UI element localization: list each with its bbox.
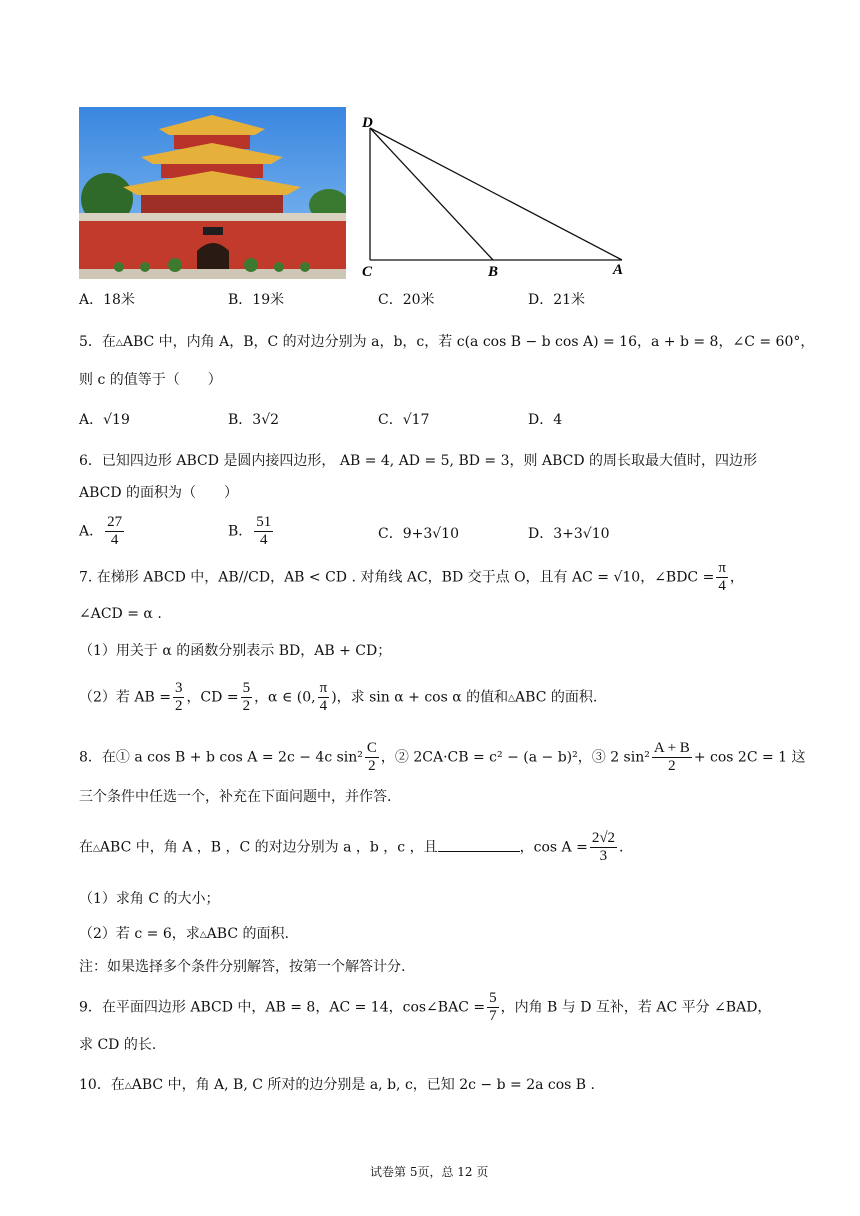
q7-line1-text: 7. 在梯形 ABCD 中，AB//CD，AB < CD . 对角线 AC，BD 交于点 O，且有 AC = √10，∠BDC = [79, 569, 715, 586]
q6-option-a-label: A． [79, 523, 104, 540]
q6-stem: 6．已知四边形 ABCD 是圆内接四边形， AB = 4, AD = 5, BD = 3，则 ABCD 的周长取最大值时，四边形 [79, 453, 758, 469]
fraction-numerator: 5 [242, 680, 251, 696]
fraction-denominator: 7 [489, 1008, 497, 1024]
fraction-denominator: 3 [599, 848, 608, 864]
q6-option-d: D．3+3√10 [528, 526, 610, 542]
q8-line1 [79, 740, 806, 775]
triangle-symbol: △ [199, 930, 207, 940]
q8-line2: 三个条件中任选一个，补充在下面问题中，并作答. [79, 789, 392, 805]
q7-sub1: （1）用关于 α 的函数分别表示 BD，AB + CD； [79, 643, 392, 659]
tower-photo-graphic [79, 107, 346, 279]
q9-line1-a: 9．在平面四边形 ABCD 中，AB = 8，AC = 14，cos∠BAC = [79, 999, 486, 1016]
q7-ab-fraction [173, 680, 185, 715]
fraction-denominator: 4 [319, 698, 328, 714]
fraction-numerator: 27 [107, 514, 123, 530]
q7-cd-fraction [241, 680, 253, 715]
q8-sub1: （1）求角 C 的大小； [79, 891, 220, 907]
q8-sub2-b: ABC 的面积. [206, 926, 289, 942]
q5-option-b: B．3√2 [228, 412, 280, 428]
q6-stem-end: ABCD 的面积为（ ） [79, 485, 239, 501]
q8-ab-half-fraction [652, 740, 692, 775]
q5-option-a: A．√19 [79, 412, 130, 428]
q8-cos-a-fraction [590, 830, 617, 865]
q10-stem-a: 10．在 [79, 1077, 125, 1093]
q8-line1-b: ，② 2CA·CB = c² − (a − b)²，③ 2 sin² [380, 749, 650, 766]
label-a: A [613, 262, 624, 278]
label-b: B [488, 264, 499, 280]
q5-option-c: C．√17 [378, 412, 430, 428]
fraction-denominator: 2 [174, 698, 183, 714]
q7-line1 [79, 560, 744, 595]
line-db [370, 128, 493, 260]
q7-sub2-b: ，CD = [186, 689, 239, 706]
fraction-denominator: 2 [242, 698, 251, 714]
q7-sub2-e: ABC 的面积. [515, 689, 598, 706]
fill-in-blank[interactable] [438, 837, 520, 852]
tower-photo [79, 107, 346, 279]
q8-line1-c: + cos 2C = 1 这 [693, 749, 806, 766]
fraction-denominator: 4 [718, 578, 726, 594]
fraction-numerator: 3 [174, 680, 183, 696]
q5-stem-end: 则 c 的值等于（ ） [79, 372, 222, 388]
q8-c-half-fraction [365, 740, 379, 775]
q5-stem-body: ABC 中，内角 A，B，C 的对边分别为 a，b，c，若 c(a cos B − b cos A) = 16，a + b = 8，∠C = 60°， [122, 334, 815, 350]
q4-option-d: D．21米 [528, 292, 586, 308]
fraction-numerator: 5 [489, 990, 497, 1006]
q5-option-d: D．4 [528, 412, 563, 428]
q8-line1-a: 8．在① a cos B + b cos A = 2c − 4c sin² [79, 749, 363, 766]
q8-line3-d: . [619, 839, 624, 856]
q5-stem [79, 332, 814, 353]
q6-option-b [228, 514, 275, 549]
q6-option-a-fraction [105, 514, 124, 549]
triangle-symbol: △ [124, 1081, 132, 1091]
q9-line1 [79, 990, 771, 1025]
q7-range-fraction [318, 680, 330, 715]
fraction-denominator: 4 [260, 532, 268, 548]
q7-sub2-a: （2）若 AB = [79, 689, 171, 706]
q6-option-a [79, 514, 126, 549]
q4-option-c: C．20米 [378, 292, 435, 308]
fraction-numerator: π [718, 560, 726, 576]
q9-line2: 求 CD 的长. [79, 1037, 157, 1053]
q7-sub2 [79, 680, 597, 715]
q4-option-b: B．19米 [228, 292, 285, 308]
fraction-numerator: A + B [653, 740, 690, 756]
triangle-diagram [358, 108, 638, 284]
label-d: D [362, 115, 373, 131]
q5-stem-prefix: 5．在 [79, 334, 116, 350]
q8-sub2 [79, 924, 289, 945]
label-c: C [362, 264, 373, 280]
q6-option-b-fraction [254, 514, 273, 549]
fraction-numerator: π [319, 680, 328, 696]
q7-line1-end: ， [729, 569, 744, 586]
fraction-numerator: 2√2 [591, 830, 616, 846]
fraction-denominator: 2 [368, 758, 376, 774]
triangle-symbol: △ [115, 338, 123, 348]
line-da [370, 128, 622, 260]
fraction-numerator: 51 [256, 514, 272, 530]
fraction-numerator: C [366, 740, 377, 756]
q8-sub2-a: （2）若 c = 6，求 [79, 926, 200, 942]
q7-angle-fraction [716, 560, 728, 595]
q4-option-a: A．18米 [79, 292, 135, 308]
q8-note: 注：如果选择多个条件分别解答，按第一个解答计分. [79, 959, 406, 975]
q8-line3-c: ，cos A = [519, 839, 588, 856]
fraction-denominator: 2 [668, 758, 676, 774]
q7-sub2-c: ，α ∈ (0, [254, 689, 316, 706]
q7-sub2-d: )，求 sin α + cos α 的值和 [331, 689, 509, 706]
page-footer: 试卷第 5页，总 12 页 [370, 1165, 489, 1179]
fraction-denominator: 4 [110, 532, 119, 548]
triangle-symbol: △ [508, 693, 516, 704]
q8-line3-a: 在 [79, 839, 93, 856]
q10-stem-b: ABC 中，角 A, B, C 所对的边分别是 a, b, c，已知 2c − b = 2a cos B . [131, 1077, 596, 1093]
q9-line1-b: ，内角 B 与 D 互补，若 AC 平分 ∠BAD， [500, 999, 772, 1016]
q9-cos-fraction [487, 990, 499, 1025]
q8-line3-b: ABC 中，角 A ，B ，C 的对边分别为 a ，b ，c ，且 [99, 839, 438, 856]
q7-line2: ∠ACD = α . [79, 606, 162, 622]
q10-stem [79, 1075, 595, 1096]
q8-line3 [79, 830, 624, 865]
triangle-diagram-graphic [358, 108, 638, 284]
q6-option-c: C．9+3√10 [378, 526, 459, 542]
q6-option-b-label: B． [228, 523, 253, 540]
triangle-symbol: △ [93, 843, 100, 854]
